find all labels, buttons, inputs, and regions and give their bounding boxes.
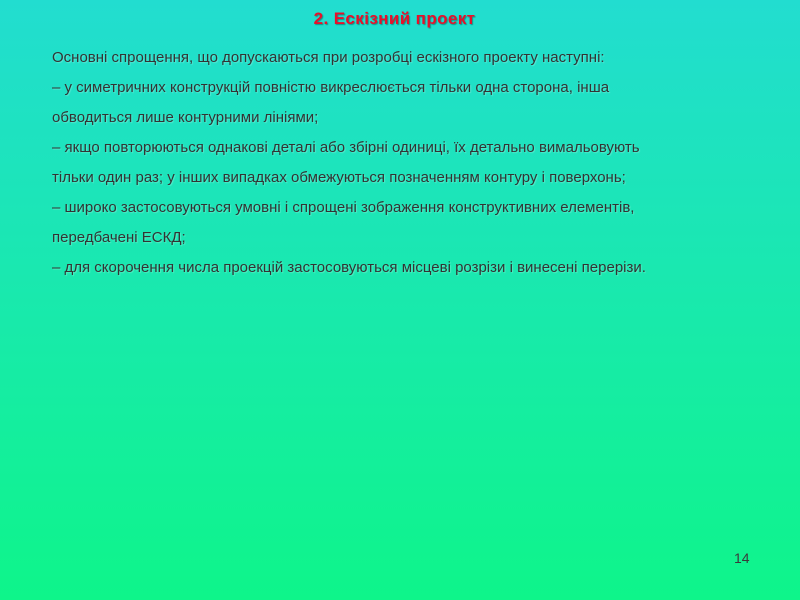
slide-title: 2. Ескізний проект: [313, 9, 476, 28]
text-line: передбачені ЕСКД;: [52, 229, 186, 246]
text-line: – у симетричних конструкцій повністю викреслюється тільки одна сторона, інша: [52, 79, 610, 96]
text-line: тільки один раз; у інших випадках обмежуються позначенням контуру і поверхонь;: [52, 169, 626, 186]
text-line: – для скорочення числа проекцій застосовуються місцеві розрізи і винесені перерізи.: [52, 259, 646, 276]
text-line: – якщо повторюються однакові деталі або збірні одиниці, їх детально вимальовують: [52, 139, 640, 156]
page-number: 14: [734, 550, 750, 566]
text-line: – широко застосовуються умовні і спрощені зображення конструктивних елементів,: [52, 199, 635, 216]
slide-body: [52, 43, 782, 283]
text-line: Основні спрощення, що допускаються при розробці ескізного проекту наступні:: [52, 49, 605, 66]
text-line: обводиться лише контурними лініями;: [52, 109, 319, 126]
